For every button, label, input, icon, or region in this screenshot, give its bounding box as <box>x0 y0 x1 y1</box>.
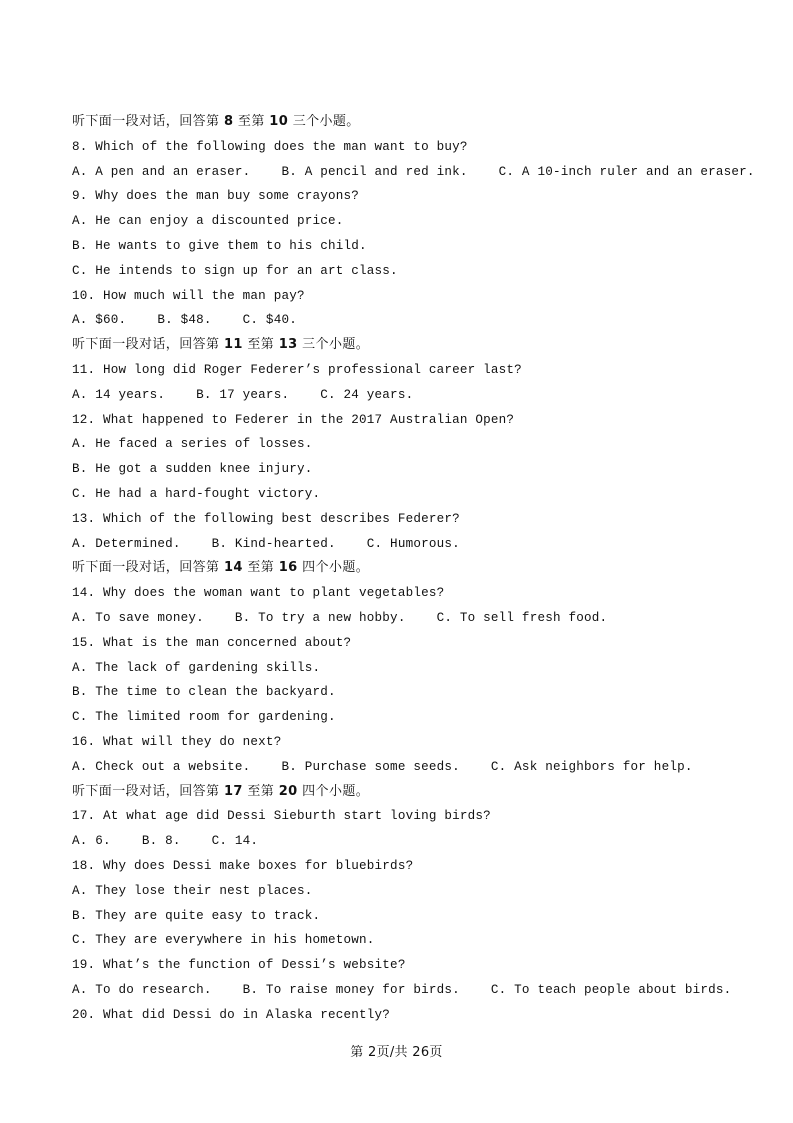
section-heading: 听下面一段对话，回答第 17 至第 20 四个小题。 <box>72 783 370 799</box>
options-10: A. $60. B. $48. C. $40. <box>72 313 297 328</box>
document-body <box>72 110 772 1027</box>
option-15c: C. The limited room for gardening. <box>72 710 336 725</box>
option-9c: C. He intends to sign up for an art class. <box>72 263 398 278</box>
question-16: 16. What will they do next? <box>72 734 282 749</box>
option-18a: A. They lose their nest places. <box>72 883 313 898</box>
options-16: A. Check out a website. B. Purchase some seeds. C. Ask neighbors for help. <box>72 759 693 774</box>
option-9b: B. He wants to give them to his child. <box>72 238 367 253</box>
options-19: A. To do research. B. To raise money for birds. C. To teach people about birds. <box>72 982 732 997</box>
option-15b: B. The time to clean the backyard. <box>72 685 336 700</box>
options-13: A. Determined. B. Kind-hearted. C. Humorous. <box>72 536 460 551</box>
options-11: A. 14 years. B. 17 years. C. 24 years. <box>72 387 414 402</box>
question-12: 12. What happened to Federer in the 2017 Australian Open? <box>72 412 515 427</box>
question-19: 19. What’s the function of Dessi’s website? <box>72 958 406 973</box>
option-12b: B. He got a sudden knee injury. <box>72 462 313 477</box>
question-15: 15. What is the man concerned about? <box>72 635 352 650</box>
question-17: 17. At what age did Dessi Sieburth start loving birds? <box>72 809 491 824</box>
option-18c: C. They are everywhere in his hometown. <box>72 933 375 948</box>
question-11: 11. How long did Roger Federer’s professional career last? <box>72 362 522 377</box>
question-9: 9. Why does the man buy some crayons? <box>72 189 360 204</box>
section-heading: 听下面一段对话，回答第 8 至第 10 三个小题。 <box>72 114 360 129</box>
question-8: 8. Which of the following does the man want to buy? <box>72 139 468 154</box>
options-8: A. A pen and an eraser. B. A pencil and red ink. C. A 10-inch ruler and an eraser. <box>72 164 755 179</box>
question-13: 13. Which of the following best describes Federer? <box>72 511 460 526</box>
option-12c: C. He had a hard-fought victory. <box>72 486 321 501</box>
page-footer: 第 2页/共 26页 <box>350 1045 443 1060</box>
section-heading: 听下面一段对话，回答第 14 至第 16 四个小题。 <box>72 560 370 576</box>
question-14: 14. Why does the woman want to plant vegetables? <box>72 586 445 601</box>
option-12a: A. He faced a series of losses. <box>72 437 313 452</box>
section-heading: 听下面一段对话，回答第 11 至第 13 三个小题。 <box>72 337 370 353</box>
question-20: 20. What did Dessi do in Alaska recently? <box>72 1007 391 1022</box>
option-18b: B. They are quite easy to track. <box>72 908 321 923</box>
question-18: 18. Why does Dessi make boxes for bluebirds? <box>72 858 414 873</box>
option-15a: A. The lack of gardening skills. <box>72 660 321 675</box>
options-17: A. 6. B. 8. C. 14. <box>72 834 259 849</box>
question-10: 10. How much will the man pay? <box>72 288 305 303</box>
option-9a: A. He can enjoy a discounted price. <box>72 214 344 229</box>
options-14: A. To save money. B. To try a new hobby. C. To sell fresh food. <box>72 610 608 625</box>
